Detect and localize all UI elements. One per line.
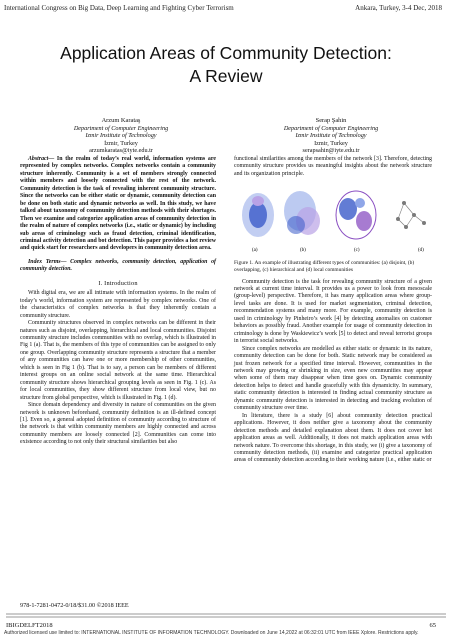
body-paragraph: Since complex networks are modelled as either static or dynamic in its nature, community detection can be done for both. Static network may be considered as just frozen network for a specified time interval. However, communities in the network may growing or shrinking in size, even new communities may appear when some of them may disappear when time goes on. Dynamic community detection helps to detect and handle gracefully with this dynamicity. In summary, static community detection is interested in finding actual community structure as dynamic community detection is interested in detecting and tracking evolution of community structure over time.: [234, 345, 432, 412]
panel-label-c: (c): [354, 248, 360, 254]
author-email[interactable]: arzumkaratas@iyte.edu.tr: [89, 147, 153, 155]
paper-title: [0, 42, 452, 88]
title-line-1: Application Areas of Community Detection:: [60, 43, 392, 63]
right-column: [234, 156, 432, 465]
abstract-label: Abstract: [28, 156, 49, 162]
body-paragraph: In literature, there is a study [6] about community detection practical applications. However, it does neither give a taxonomy about the community detection methods and detailed explanation about them. It does not cover hot application areas as well. Additionally, it does not match application areas with network nature. To overcome this shortage, in this study, we (i) give a taxonomy of community detection methods, (ii) examine and categorize practical application areas of community detection according to their working nature (i.e., either static or: [234, 412, 432, 464]
panel-label-a: (a): [252, 248, 258, 254]
body-paragraph: functional similarities among the members of the network [3]. Therefore, detecting community structure provides us meaningful insights about the network structure and its organization principle.: [234, 156, 432, 177]
author-block-2: [231, 117, 431, 155]
author-department: Department of Computer Engineering: [283, 124, 379, 132]
license-notice: Authorized licensed use limited to: INTERNATIONAL INSTITUTE OF INFORMATION TECHNOLOGY. Downloaded on June 14,2022 at 06:32:01 UTC from IEEE Xplore. Restrictions apply.: [4, 630, 419, 636]
footer-isbn: 978-1-7281-0472-0/18/$31.00 ©2018 IEEE: [20, 602, 129, 609]
abstract-text: — In the realm of today’s real world, information systems are represented by complex networks. Complex networks contain a community structure inherently. Community is a set of members strongly connected within members and loosely connected with the rest of the network. Community detection is the task of revealing inherent community structure. Since the networks can be either static or dynamic, community detection can be done on both static and dynamic networks as well. In this study, we have talked about taxonomy of community detection methods with their shortages. Then we examine and categorize application areas of community detection in the realm of nature of complex networks (i.e., static or dynamic) by including sub areas of criminology such as fraud detection, criminal identification, criminal activity detection and bot detection. This paper provides a hot review and quick start for researchers and developers in community detection area.: [20, 156, 216, 252]
section-heading-introduction: I. Introduction: [98, 279, 138, 287]
abstract: [20, 156, 216, 253]
body-paragraph: Community structures observed in complex networks can be different in their natures such as disjoint, overlapping, hierarchical and local communities. Disjoint community structure includes communities with no overlap, which is illustrated in Fig 1 (a). That is, the members of this type of communities can be assigned to only one group. Overlapping community structure represents a structure that a member of any communities can have one or more membership of other communities, which is seen in Fig 1 (b). That is to say, a person can be members of different interest groups on an online social network at the same time. Hierarchical community structure shows hierarchical grouping levels as seen in Fig. 1 (c). As for local communities, they show different structure from local view, but no structure from global perspective, which is illustrated in Fig. 1 (d).: [20, 320, 216, 401]
author-city: İzmir, Turkey: [104, 139, 138, 147]
panel-c-hierarchical: [336, 191, 376, 239]
index-terms: Index Terms— Complex networks, community detection, application of community detection.: [20, 258, 216, 273]
panel-d-local: [396, 201, 426, 229]
body-paragraph: With digital era, we are all intimate with information systems. In the realm of today’s world, information system are represented by complex networks. One of the characteristics of complex networks is that they inherently contain a community structure.: [20, 290, 216, 319]
page-number: 65: [429, 622, 436, 629]
author-email[interactable]: serapsahin@iyte.edu.tr: [302, 147, 360, 155]
author-block-1: [21, 117, 221, 155]
running-header-right: Ankara, Turkey, 3-4 Dec, 2018: [355, 4, 442, 12]
title-line-2: A Review: [189, 66, 263, 86]
body-paragraph: Community detection is the task for revealing community structure of a given network at current time interval. It provides us a power to look from mesoscale (group-level) perspective. Therefore, it has many application areas where group-level tasks are done. It is used for market segmentation, criminal detection, recommendation systems and many more. For example, community detection is used in criminology by Pinheiro’s work [4] by detecting anomalies on customer behaviors as possibly fraud. Another example for usage of community detection in criminology is done by Waskiewicz’s work [5] to detect and reveal terrorist groups in terrorist social networks.: [234, 278, 432, 345]
body-paragraph: Since domain dependency and diversity in nature of communities on the given network is unknown beforehand, community definition is an ill-defined concept [1]. Even so, a general adopted definition of community according to structure of the network is that within community members are highly connected and across community members are loosely connected [2]. Communities can come into existence according to not only their structural similarities but also: [20, 402, 216, 446]
panel-b-overlapping: [284, 191, 320, 235]
author-name: Serap Şahin: [315, 117, 347, 124]
footer-conference: IBIGDELFT2018: [6, 622, 53, 629]
panel-a-disjoint: [242, 193, 274, 237]
author-institution: Izmir Institute of Technology: [295, 132, 367, 140]
author-department: Department of Computer Engineering: [73, 124, 169, 132]
author-institution: Izmir Institute of Technology: [85, 132, 157, 140]
figure-1: [234, 181, 432, 257]
running-header-left: International Congress on Big Data, Deep Learning and Fighting Cyber Terrorism: [4, 4, 234, 12]
figure-caption: Figure 1. An example of illustrating different types of communities: (a) disjoint, (b) overlapping, (c) hierarchical and (d) local communities: [234, 260, 415, 273]
figure-1-graphic: [234, 181, 432, 257]
panel-label-b: (b): [300, 248, 306, 254]
author-name: Arzum Karataş: [101, 117, 141, 124]
panel-label-d: (d): [418, 248, 424, 254]
footer-rule: [0, 612, 452, 620]
author-city: Izmir, Turkey: [314, 139, 348, 147]
left-column: [20, 156, 216, 447]
